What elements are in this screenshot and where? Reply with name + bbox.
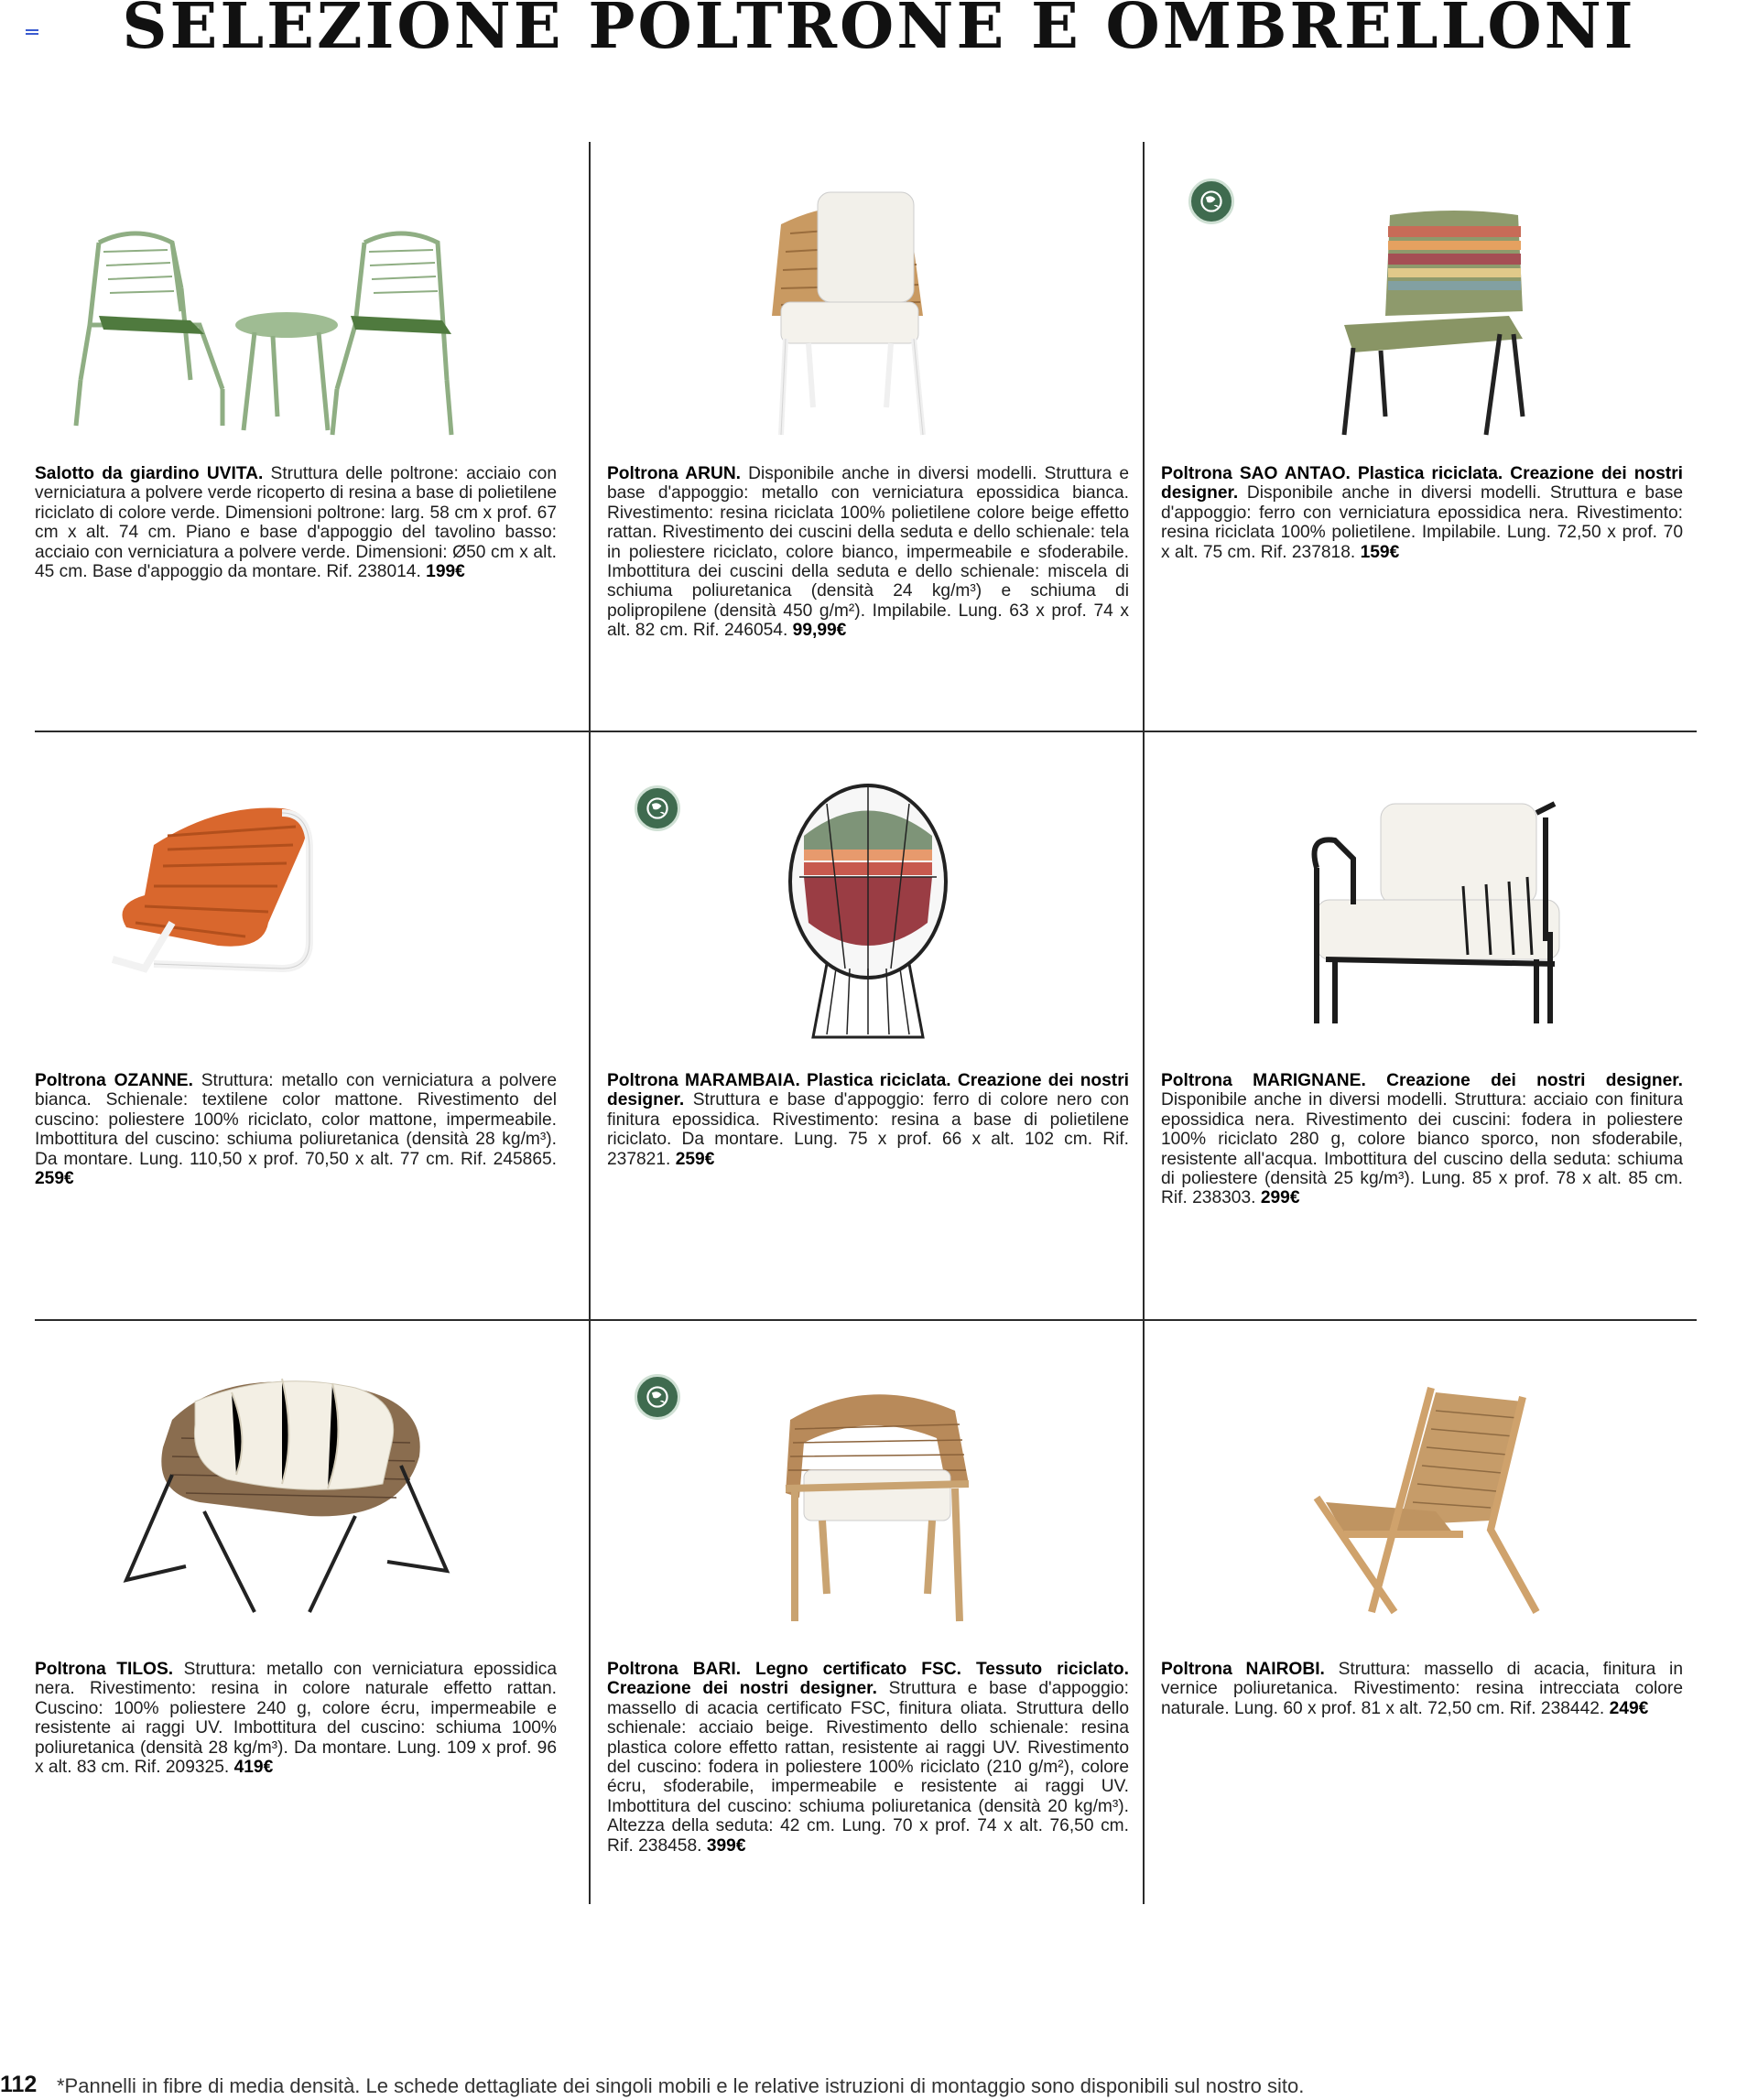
product-name: Poltrona BARI. Legno certificato FSC. Tessuto riciclato. Creazione dei nostri designer.: [607, 1660, 1129, 1699]
product-price: 259€: [670, 1149, 715, 1169]
product-description: [35, 464, 557, 581]
armchair-marambaia-image: [607, 749, 1129, 1051]
product-description: [607, 1660, 1129, 1856]
product-grid: [35, 142, 1697, 1904]
armchair-ozanne-image: [35, 749, 557, 1051]
product-description: [1161, 464, 1683, 562]
product-name: Poltrona ARUN.: [607, 464, 742, 483]
armchair-arun-image: [607, 142, 1129, 444]
armchair-tilos-image: [35, 1337, 557, 1640]
product-name: Poltrona MARIGNANE. Creazione dei nostri designer.: [1161, 1071, 1683, 1090]
product-description: [1161, 1071, 1683, 1208]
page-title: SELEZIONE POLTRONE E OMBRELLONI: [122, 0, 1636, 63]
product-price: 259€: [35, 1169, 74, 1189]
product-description: [607, 464, 1129, 641]
footnote: *Pannelli in fibre di media densità. Le schede dettagliate dei singoli mobili e le relative istruzioni di montaggio sono disponibili sul nostro sito.: [57, 2074, 1305, 2097]
product-details: Struttura: metallo con verniciatura epossidica nera. Rivestimento: resina in colore naturale effetto rattan. Cuscino: 100% poliestere 240 g, colore écru, impermeabile e resistente ai raggi UV. Imbottitura del cuscino: schiuma 100% poliuretanica (densità 28 kg/m³). Da montare. Lung. 109 x prof. 96 x alt. 83 cm. Rif. 209325.: [35, 1660, 558, 1778]
product-name: Poltrona MARAMBAIA. Plastica riciclata. Creazione dei nostri designer.: [607, 1071, 1129, 1110]
product-price: 159€: [1355, 542, 1400, 562]
product-name: Salotto da giardino UVITA.: [35, 464, 264, 483]
product-name: Poltrona OZANNE.: [35, 1071, 193, 1090]
page-number: 112: [0, 2072, 38, 2097]
armchair-marignane-image: [1161, 749, 1683, 1051]
product-details: Struttura: massello di acacia, finitura in vernice poliuretanica. Rivestimento: resina intrecciata colore naturale. Lung. 60 x prof. 81 x alt. 72,50 cm. Rif. 238442.: [1161, 1660, 1683, 1718]
armchair-nairobi-image: [1161, 1337, 1683, 1640]
product-price: 199€: [420, 562, 465, 582]
garden-lounge-set-image: [35, 142, 557, 444]
menu-icon[interactable]: [26, 29, 38, 38]
product-price: 399€: [701, 1835, 746, 1856]
armchair-sao-antao-image: [1161, 142, 1683, 444]
divider-vertical: [589, 142, 591, 1904]
product-name: Poltrona NAIROBI.: [1161, 1660, 1325, 1679]
product-price: 99,99€: [787, 621, 847, 641]
product-details: Disponibile anche in diversi modelli. Struttura e base d'appoggio: ferro con verniciatura epossidica nera. Rivestimento: resina riciclata 100% polietilene. Impilabile. Lung. 72,50 x prof. 70 x alt. 75 cm. Rif. 237818.: [1161, 483, 1683, 562]
product-details: Struttura e base d'appoggio: ferro di colore nero con finitura epossidica. Rivestimento: resina a base di polietilene riciclato. Da montare. Lung. 75 x prof. 66 x alt. 102 cm. Rif. 237821.: [607, 1090, 1129, 1169]
product-details: Struttura: metallo con verniciatura a polvere bianca. Schienale: textilene color mattone. Rivestimento del cuscino: poliestere 100% riciclato, color mattone, impermeabile. Imbottitura del cuscino: schiuma poliuretanica (densità 28 kg/m³). Da montare. Lung. 110,50 x prof. 70,50 x alt. 77 cm. Rif. 245865.: [35, 1071, 557, 1169]
product-details: Struttura delle poltrone: acciaio con verniciatura a polvere verde ricoperto di resina a base di polietilene riciclato di colore verde. Dimensioni poltrone: larg. 58 cm x prof. 67 cm x alt. 74 cm. Piano e base d'appoggio del tavolino basso: acciaio con verniciatura a polvere verde. Dimensioni: Ø50 cm x alt. 45 cm. Base d'appoggio da montare. Rif. 238014.: [35, 464, 557, 582]
product-name: Poltrona TILOS.: [35, 1660, 174, 1679]
product-description: [35, 1660, 557, 1777]
product-price: 249€: [1604, 1698, 1649, 1718]
product-price: 299€: [1255, 1188, 1300, 1208]
product-description: [1161, 1660, 1683, 1718]
armchair-bari-image: [607, 1337, 1129, 1640]
divider-horizontal: [35, 731, 1697, 732]
product-details: Disponibile anche in diversi modelli. Struttura: acciaio con finitura epossidica nera. Rivestimento dei cuscini: fodera in poliestere 100% riciclato 280 g, colore bianco sporco, non sfoderabile, resistente all'acqua. Imbottitura del cuscino della seduta: schiuma di poliestere (densità 25 kg/m³). Lung. 85 x prof. 78 x alt. 85 cm. Rif. 238303.: [1161, 1090, 1683, 1208]
product-price: 419€: [229, 1758, 274, 1778]
product-details: Struttura e base d'appoggio: massello di acacia certificato FSC, finitura oliata. Struttura dello schienale: acciaio beige. Rivestimento dello schienale: resina plastica colore effetto rattan, resistente ai raggi UV. Rivestimento del cuscino: fodera in poliestere 100% riciclato (210 g/m²), colore écru, sfoderabile, impermeabile e resistente ai raggi UV. Imbottitura del cuscino: schiuma poliuretanica (densità 20 kg/m³). Altezza della seduta: 42 cm. Lung. 70 x prof. 74 x alt. 76,50 cm. Rif. 238458.: [607, 1679, 1130, 1856]
divider-horizontal: [35, 1319, 1697, 1321]
product-name: Poltrona SAO ANTAO. Plastica riciclata. Creazione dei nostri designer.: [1161, 464, 1683, 503]
product-description: [607, 1071, 1129, 1169]
product-details: Disponibile anche in diversi modelli. Struttura e base d'appoggio: metallo con verniciatura epossidica bianca. Rivestimento: resina riciclata 100% polietilene colore beige effetto rattan. Rivestimento dei cuscini della seduta e dello schienale: tela in poliestere riciclato, colore bianco, impermeabile e sfoderabile. Imbottitura dei cuscini della seduta e dello schienale: miscela di schiuma poliuretanica (densità 24 kg/m³) e schiuma di polipropilene (densità 450 g/m²). Impilabile. Lung. 63 x prof. 74 x alt. 82 cm. Rif. 246054.: [607, 464, 1130, 641]
divider-vertical: [1143, 142, 1145, 1904]
product-description: [35, 1071, 557, 1188]
